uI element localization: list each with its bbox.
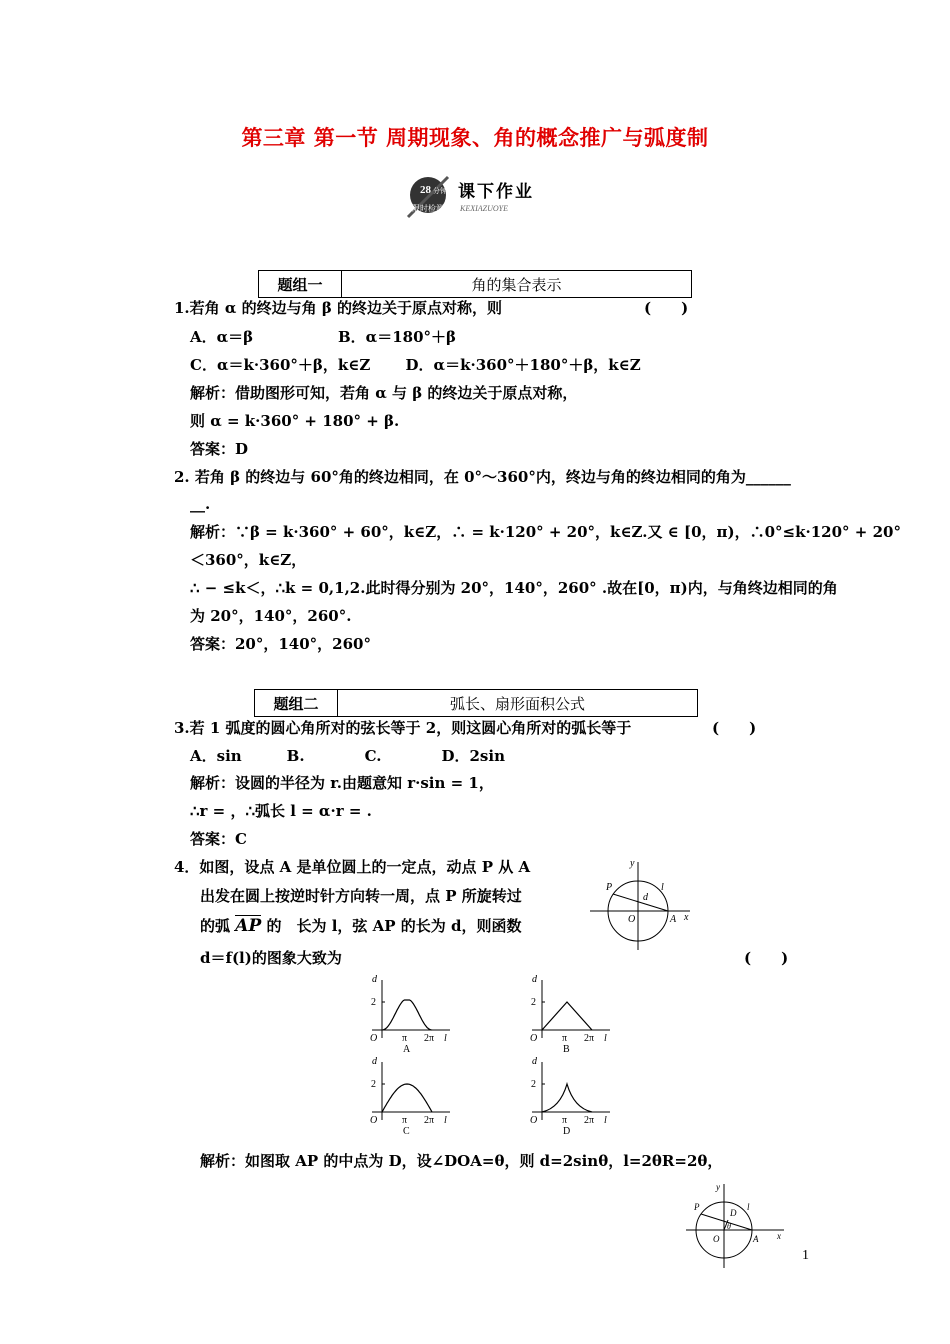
badge-top: 分钟 — [433, 187, 447, 195]
arc-ap: AP — [235, 916, 262, 936]
graph-l-label: l — [604, 1033, 607, 1044]
fig1-d: d — [643, 892, 648, 903]
fig2-theta: θ — [727, 1222, 731, 1231]
section-2-topic: 弧长、扇形面积公式 — [449, 694, 585, 713]
q2-solution-4: 为 20°，140°，260°. — [190, 607, 352, 625]
q4-line-3c: 的 长为 l，弦 AP 的长为 d，则函数 — [266, 917, 522, 935]
graph-curve — [382, 1000, 432, 1030]
graph-d-label: d — [532, 1056, 537, 1067]
fig2-d: D — [730, 1208, 737, 1218]
section-1-header — [258, 270, 692, 298]
graph-options — [360, 974, 630, 1142]
graph-origin-label: O — [370, 1115, 378, 1126]
q2-answer: 答案：20°，140°，260° — [190, 635, 371, 653]
unit-circle-figure — [586, 856, 696, 952]
banner-badge-icon — [400, 173, 560, 229]
graph-l-label: l — [604, 1115, 607, 1126]
graph-origin-label: O — [530, 1033, 538, 1044]
q3-options: A．sin B. C. D．2sin — [190, 747, 505, 765]
graph-d-label: d — [372, 974, 377, 985]
graph-two-label: 2 — [371, 997, 376, 1008]
graph-twopi-label: 2π — [584, 1115, 595, 1126]
graph-option-label: D — [563, 1126, 571, 1137]
graph-twopi-label: 2π — [584, 1033, 595, 1044]
graph-curve — [542, 1084, 592, 1112]
q1-option-a: A．α＝β — [190, 328, 254, 346]
q1-options-cd: C．α＝k·360°＋β，k∈Z D．α＝k·360°＋180°＋β，k∈Z — [190, 356, 641, 374]
badge-number: 28 — [420, 184, 431, 196]
q2-stem: 2. 若角 β 的终边与 60°角的终边相同，在 0°～360°内，终边与角的终边相同的角为______ — [174, 468, 791, 486]
q1-answer: 答案：D — [190, 440, 249, 458]
graph-option-label: C — [403, 1126, 410, 1137]
graph-d-label: d — [532, 974, 537, 985]
fig2-a: A — [753, 1234, 759, 1244]
q1-solution-2: 则 α = k·360° + 180° + β. — [190, 412, 400, 430]
graph-pi-label: π — [562, 1115, 568, 1126]
graph-two-label: 2 — [371, 1079, 376, 1090]
graph-two-label: 2 — [531, 1079, 536, 1090]
q1-stem: 1.若角 α 的终边与角 β 的终边关于原点对称，则 — [174, 299, 503, 317]
badge-bottom: 限时检测 — [412, 204, 444, 213]
q3-answer: 答案：C — [190, 830, 247, 848]
q2-solution-1: 解析：∵β = k·360° + 60°，k∈Z，∴ = k·120° + 20°，k∈Z.又 ∈ [0，π)，∴0°≤k·120° + 20° — [190, 523, 901, 541]
graph-twopi-label: 2π — [424, 1115, 435, 1126]
q3-paren: ( ) — [712, 719, 757, 737]
fig1-x: x — [684, 912, 689, 923]
graph-curve — [382, 1084, 432, 1112]
q4-line-3a: 的弧 — [200, 917, 231, 935]
fig2-y: y — [716, 1182, 720, 1192]
q4-line-4: d＝f(l)的图象大致为 — [200, 949, 342, 967]
fig1-o: O — [628, 914, 636, 925]
graph-twopi-label: 2π — [424, 1033, 435, 1044]
fig1-p: P — [606, 882, 613, 893]
q2-solution-3: ∴ − ≤k＜，∴k = 0,1,2.此时得分别为 20°，140°，260° .故在[0，π)内，与角终边相同的角 — [190, 579, 838, 597]
q4-paren: ( ) — [744, 949, 789, 967]
fig2-o: O — [713, 1234, 720, 1244]
q1-paren: ( ) — [644, 299, 689, 317]
banner-sub: KEXIAZUOYE — [460, 204, 508, 213]
homework-banner — [400, 173, 560, 229]
section-1-label: 题组一 — [259, 271, 342, 297]
page-number: 1 — [802, 1248, 809, 1263]
graph-d-label: d — [372, 1056, 377, 1067]
section-2-header — [254, 689, 698, 717]
section-2-label: 题组二 — [255, 690, 338, 716]
q1-solution-1: 解析：借助图形可知，若角 α 与 β 的终边关于原点对称， — [190, 384, 578, 402]
q2-stem-2: __. — [190, 495, 211, 513]
q1-option-b: B．α＝180°＋β — [338, 328, 456, 346]
graph-pi-label: π — [402, 1033, 408, 1044]
graph-origin-label: O — [530, 1115, 538, 1126]
section-1-topic: 角的集合表示 — [471, 275, 562, 294]
q2-solution-2: ＜360°，k∈Z， — [190, 551, 307, 569]
solution-circle-figure — [684, 1182, 788, 1270]
graph-pi-label: π — [402, 1115, 408, 1126]
page-title: 第三章 第一节 周期现象、角的概念推广与弧度制 — [241, 125, 709, 150]
graph-origin-label: O — [370, 1033, 378, 1044]
banner-main: 课下作业 — [458, 182, 534, 201]
q3-solution-2: ∴r = ，∴弧长 l = α·r = . — [190, 802, 372, 820]
fig2-l: l — [747, 1202, 750, 1212]
graph-l-label: l — [444, 1033, 447, 1044]
q4-line-2: 出发在圆上按逆时针方向转一周，点 P 所旋转过 — [200, 887, 522, 905]
fig1-y: y — [630, 858, 635, 869]
fig2-x: x — [777, 1231, 781, 1241]
q3-solution-1: 解析：设圆的半径为 r.由题意知 r·sin = 1， — [190, 774, 494, 792]
graph-option-label: B — [563, 1044, 570, 1055]
q4-line-1: 4．如图，设点 A 是单位圆上的一定点，动点 P 从 A — [174, 858, 531, 876]
graph-option-label: A — [403, 1044, 411, 1055]
q4-solution: 解析：如图取 AP 的中点为 D，设∠DOA=θ，则 d=2sinθ，l=2θR=2θ， — [200, 1152, 723, 1170]
q4-line-3 — [200, 916, 521, 936]
fig1-l: l — [661, 882, 664, 893]
graph-l-label: l — [444, 1115, 447, 1126]
graph-pi-label: π — [562, 1033, 568, 1044]
fig2-p: P — [694, 1202, 700, 1212]
graph-two-label: 2 — [531, 997, 536, 1008]
q3-stem: 3.若 1 弧度的圆心角所对的弦长等于 2，则这圆心角所对的弧长等于 — [174, 719, 632, 737]
fig1-a: A — [670, 914, 677, 925]
graph-curve — [542, 1002, 592, 1030]
